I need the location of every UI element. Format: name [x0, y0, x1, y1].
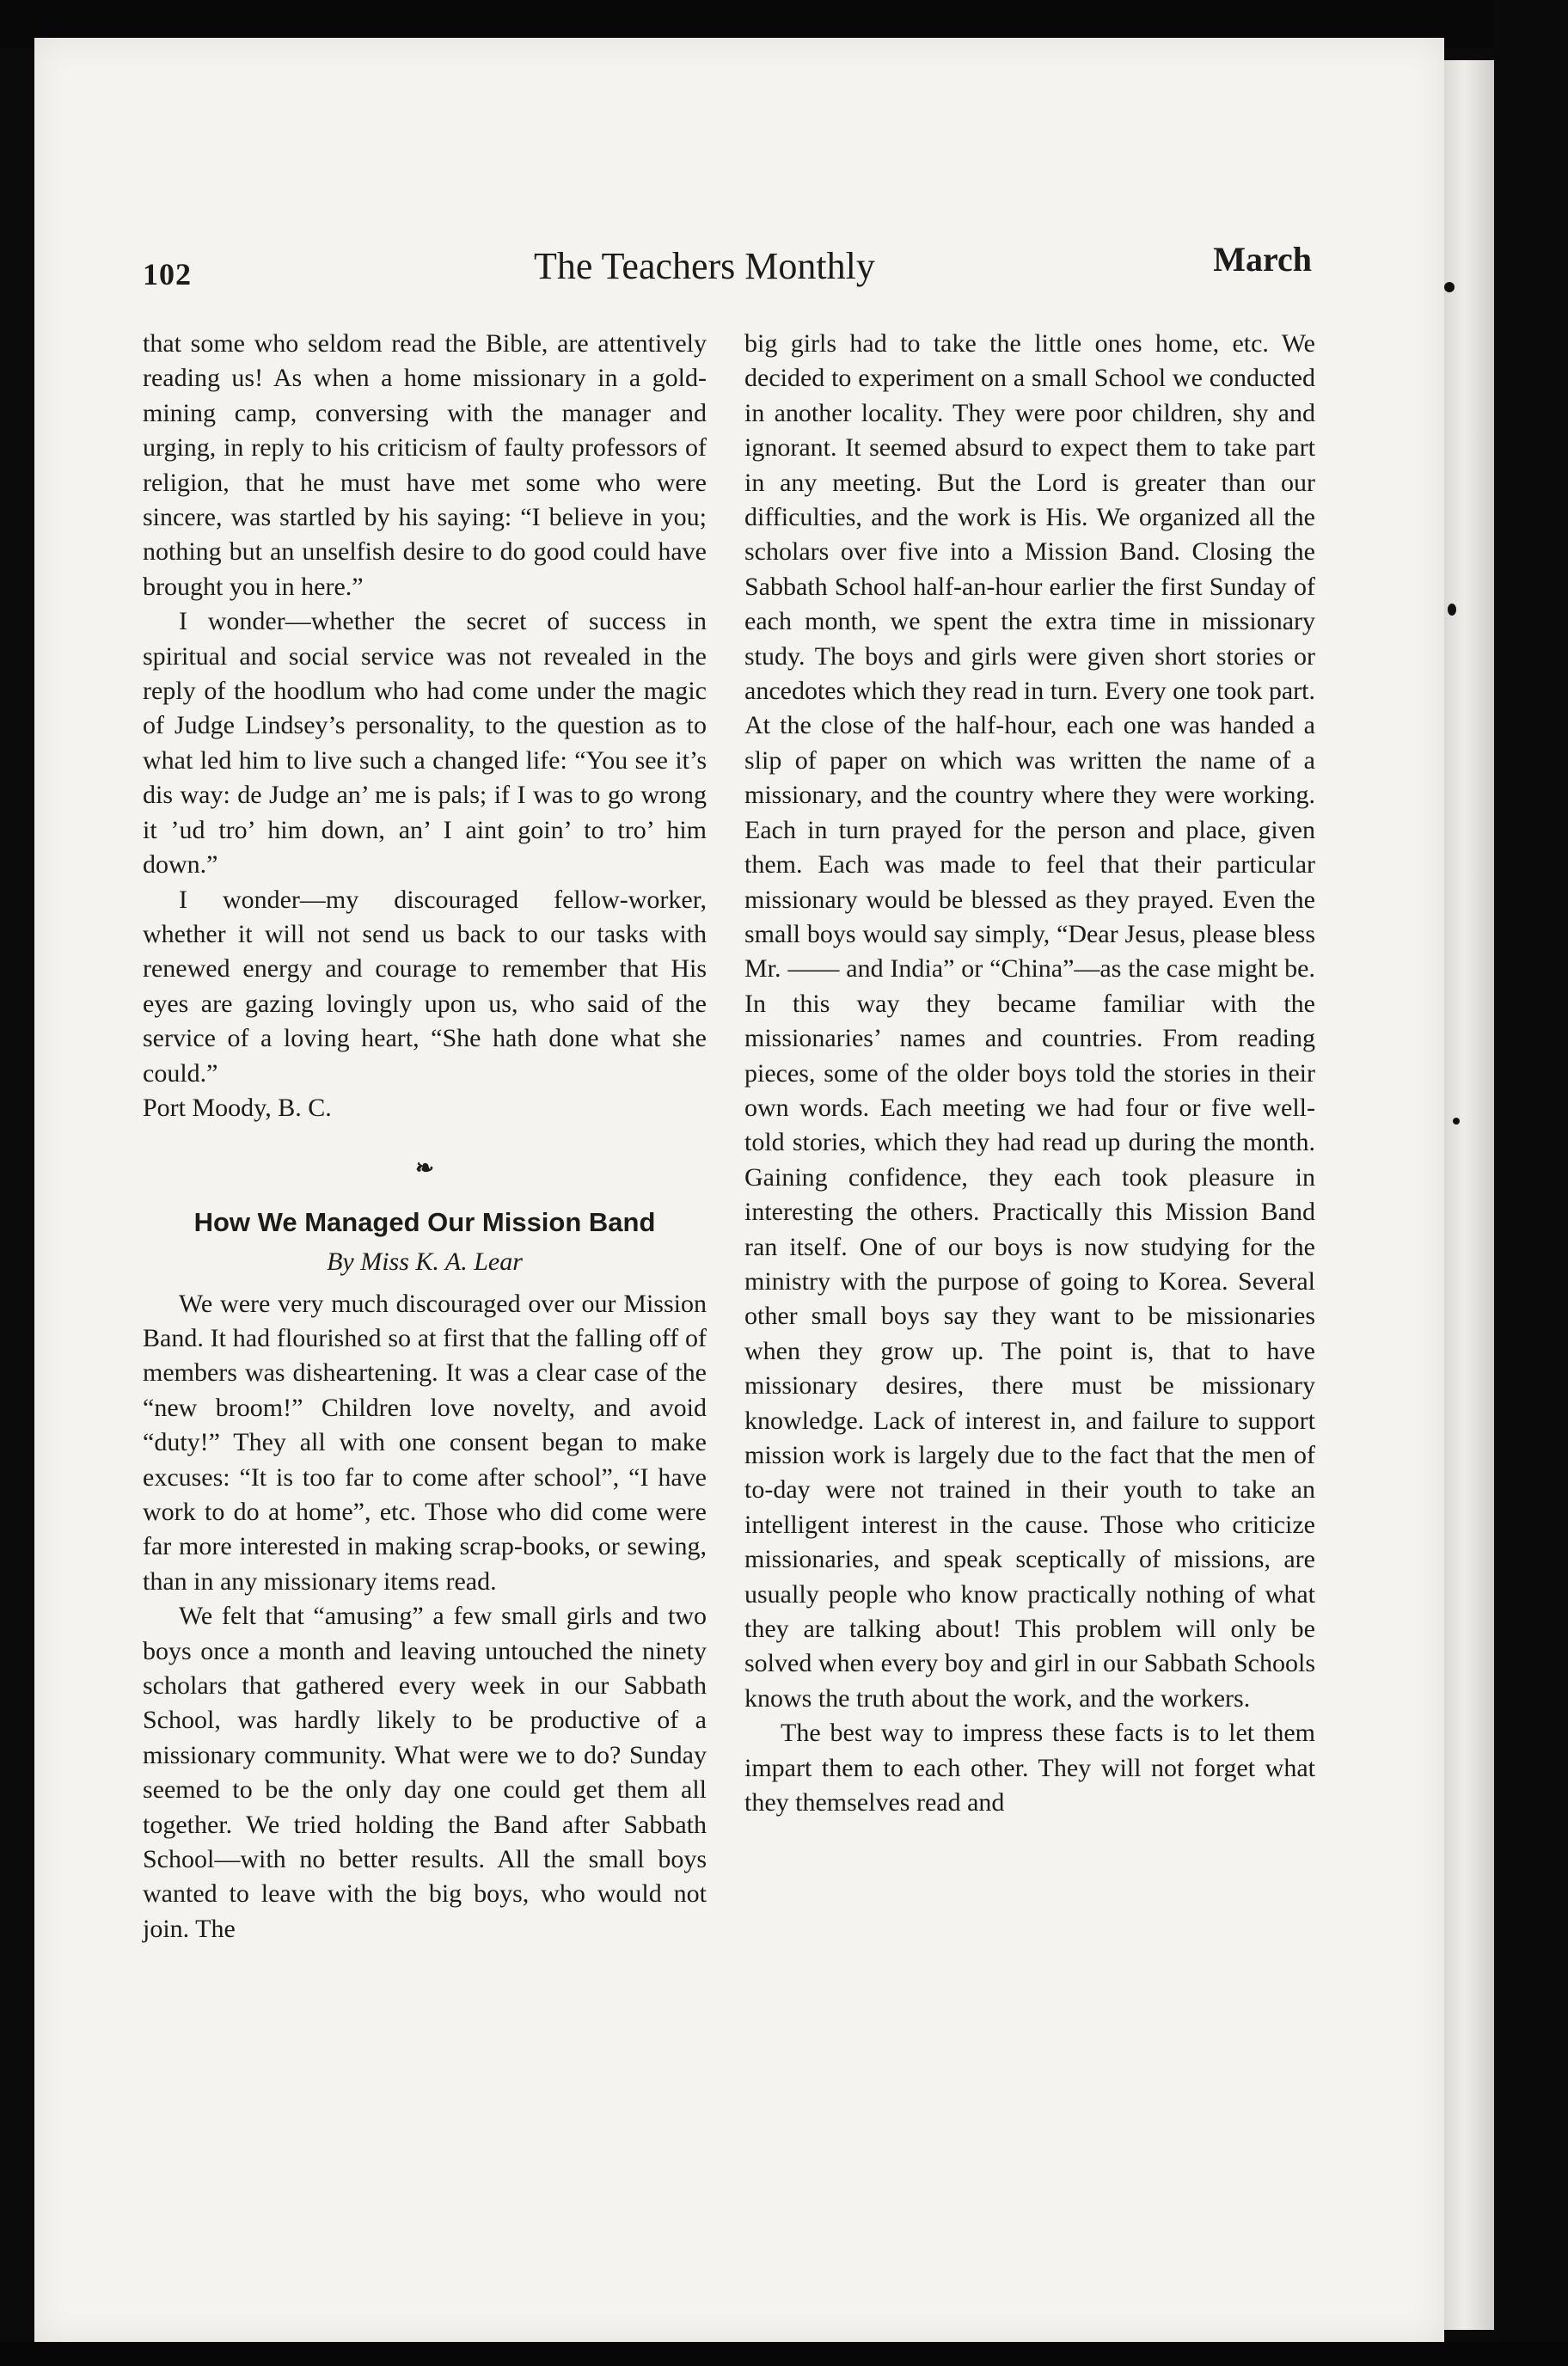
running-title: The Teachers Monthly [534, 245, 875, 287]
paragraph: We were very much discouraged over our Mission Band. It had flourished so at first that the falling off of members was disheartening. It was a clear case of the “new broom!” Children love novelty, and avoid “duty!” They all with one consent began to make excuses: “It is too far to come after school”, “I have work to do at home”, etc. Those who did come were far more interested in making scrap-books, or sewing, than in any missionary items read. [143, 1289, 707, 1596]
paragraph: I wonder—whether the secret of success in spiritual and social service was not revealed in the reply of the hoodlum who had come under the magic of Judge Lindsey’s personality, to the question as to what led him to live such a changed life: “You see it’s dis way: de Judge an’ me is pals; if I was to go wrong it ’ud tro’ him down, an’ I aint goin’ to tro’ him down.” [143, 607, 707, 880]
paragraph: that some who seldom read the Bible, are attentively reading us! As when a home missionary in a gold-mining camp, conversing with the manager and urging, in reply to his criticism of faulty professors of religion, that he must have met some who were sincere, was startled by his saying: “I believe in you; nothing but an unselfish desire to do good could have brought you in here.” [143, 329, 707, 601]
scan-border-bottom [0, 2342, 1568, 2366]
margin-speck [1444, 282, 1455, 292]
margin-speck [1448, 604, 1456, 616]
left-column [143, 327, 707, 1946]
paragraph: big girls had to take the little ones home, etc. We decided to experiment on a small School we conducted in another locality. They were poor children, shy and ignorant. It seemed absurd to expect them to take part in any meeting. But the Lord is greater than our difficulties, and the work is His. We organized all the scholars over five into a Mission Band. Closing the Sabbath School half-an-hour earlier the first Sunday of each month, we spent the extra time in missionary study. The boys and girls were given short stories or ancedotes which they read in turn. Every one took part. At the close of the half-hour, each one was handed a slip of paper on which was written the name of a missionary, and the country where they were working. Each in turn prayed for the person and place, given them. Each was made to feel that their particular missionary would be blessed as they prayed. Even the small boys would say simply, “Dear Jesus, please bless Mr. —— and India” or “China”—as the case might be. In this way they became familiar with the missionaries’ names and countries. From reading pieces, some of the older boys told the stories in their own words. Each meeting we had four or five well-told stories, which they had read up during the month. Gaining confidence, they each took pleasure in interesting the others. Practically this Mission Band ran itself. One of our boys is now studying for the ministry with the purpose of going to Korea. Several other small boys say they want to be missionaries when they grow up. The point is, that to have missionary desires, there must be missionary knowledge. Lack of interest in, and failure to support mission work is largely due to the fact that the men of to-day were not trained in their youth to take an intelligent interest in the cause. Those who criticize missionaries, and speak sceptically of missions, are usually people who know practically nothing of what they are talking about! This problem will only be solved when every boy and girl in our Sabbath Schools knows the truth about the work, and the workers. [744, 329, 1315, 1713]
right-column [744, 327, 1315, 1820]
issue-month: March [1213, 240, 1312, 279]
page-header [143, 237, 1312, 292]
section-divider-ornament: ❧ [415, 1155, 434, 1181]
margin-speck [1453, 1118, 1460, 1125]
scan-border-right [1494, 0, 1568, 2366]
signoff-location: Port Moody, B. C. [143, 1093, 332, 1122]
article-title: How We Managed Our Mission Band [193, 1206, 656, 1237]
paragraph: The best way to impress these facts is to let them impart them to each other. They will not forget what they themselves read and [744, 1719, 1315, 1817]
page-edge-shadow [1444, 60, 1494, 2330]
paragraph: We felt that “amusing” a few small girls and two boys once a month and leaving untouched the ninety scholars that gathered every week in our Sabbath School, was hardly likely to be productive of a missionary community. What were we to do? Sunday seemed to be the only day one could get them all together. We tried holding the Band after Sabbath School—with no better results. All the small boys wanted to leave with the big boys, who would not join. The [143, 1602, 707, 1943]
article-byline: By Miss K. A. Lear [327, 1247, 523, 1277]
page-number: 102 [143, 257, 192, 291]
paragraph: I wonder—my discouraged fellow-worker, whether it will not send us back to our tasks with renewed energy and courage to remember that His eyes are gazing lovingly upon us, who said of the service of a loving heart, “She hath done what she could.” [143, 885, 707, 1088]
